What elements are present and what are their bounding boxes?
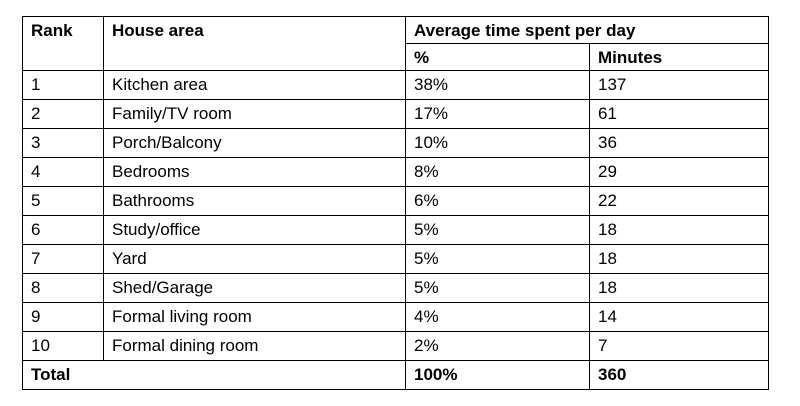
cell-pct: 5% xyxy=(406,245,590,274)
cell-area: Shed/Garage xyxy=(104,274,406,303)
cell-minutes: 137 xyxy=(590,71,769,100)
total-minutes: 360 xyxy=(590,361,769,390)
cell-area: Bathrooms xyxy=(104,187,406,216)
cell-rank: 5 xyxy=(23,187,104,216)
cell-area: Bedrooms xyxy=(104,158,406,187)
table-row xyxy=(23,158,769,187)
cell-pct: 17% xyxy=(406,100,590,129)
cell-rank: 9 xyxy=(23,303,104,332)
cell-minutes: 36 xyxy=(590,129,769,158)
total-label: Total xyxy=(23,361,406,390)
cell-rank: 4 xyxy=(23,158,104,187)
table-row xyxy=(23,216,769,245)
cell-pct: 10% xyxy=(406,129,590,158)
cell-rank: 2 xyxy=(23,100,104,129)
table-row xyxy=(23,274,769,303)
table-row xyxy=(23,129,769,158)
cell-minutes: 7 xyxy=(590,332,769,361)
cell-rank: 10 xyxy=(23,332,104,361)
time-spent-table xyxy=(22,16,769,390)
cell-minutes: 61 xyxy=(590,100,769,129)
cell-area: Family/TV room xyxy=(104,100,406,129)
table-row xyxy=(23,187,769,216)
cell-pct: 8% xyxy=(406,158,590,187)
table-row xyxy=(23,303,769,332)
cell-minutes: 18 xyxy=(590,274,769,303)
cell-pct: 4% xyxy=(406,303,590,332)
cell-pct: 6% xyxy=(406,187,590,216)
table-row xyxy=(23,332,769,361)
cell-area: Formal dining room xyxy=(104,332,406,361)
table-body xyxy=(23,17,769,390)
cell-minutes: 18 xyxy=(590,216,769,245)
cell-pct: 5% xyxy=(406,274,590,303)
header-row-1 xyxy=(23,17,769,44)
cell-rank: 8 xyxy=(23,274,104,303)
header-average-time: Average time spent per day xyxy=(406,17,769,44)
cell-minutes: 18 xyxy=(590,245,769,274)
total-row xyxy=(23,361,769,390)
table-row xyxy=(23,245,769,274)
cell-area: Formal living room xyxy=(104,303,406,332)
table-row xyxy=(23,100,769,129)
cell-minutes: 14 xyxy=(590,303,769,332)
cell-rank: 6 xyxy=(23,216,104,245)
header-minutes: Minutes xyxy=(590,44,769,71)
cell-rank: 1 xyxy=(23,71,104,100)
cell-pct: 5% xyxy=(406,216,590,245)
cell-area: Yard xyxy=(104,245,406,274)
cell-area: Porch/Balcony xyxy=(104,129,406,158)
total-percent: 100% xyxy=(406,361,590,390)
header-percent: % xyxy=(406,44,590,71)
cell-rank: 3 xyxy=(23,129,104,158)
table-row xyxy=(23,71,769,100)
cell-minutes: 22 xyxy=(590,187,769,216)
header-house-area: House area xyxy=(104,17,406,71)
cell-pct: 2% xyxy=(406,332,590,361)
cell-area: Kitchen area xyxy=(104,71,406,100)
cell-rank: 7 xyxy=(23,245,104,274)
cell-area: Study/office xyxy=(104,216,406,245)
header-rank: Rank xyxy=(23,17,104,71)
cell-minutes: 29 xyxy=(590,158,769,187)
cell-pct: 38% xyxy=(406,71,590,100)
